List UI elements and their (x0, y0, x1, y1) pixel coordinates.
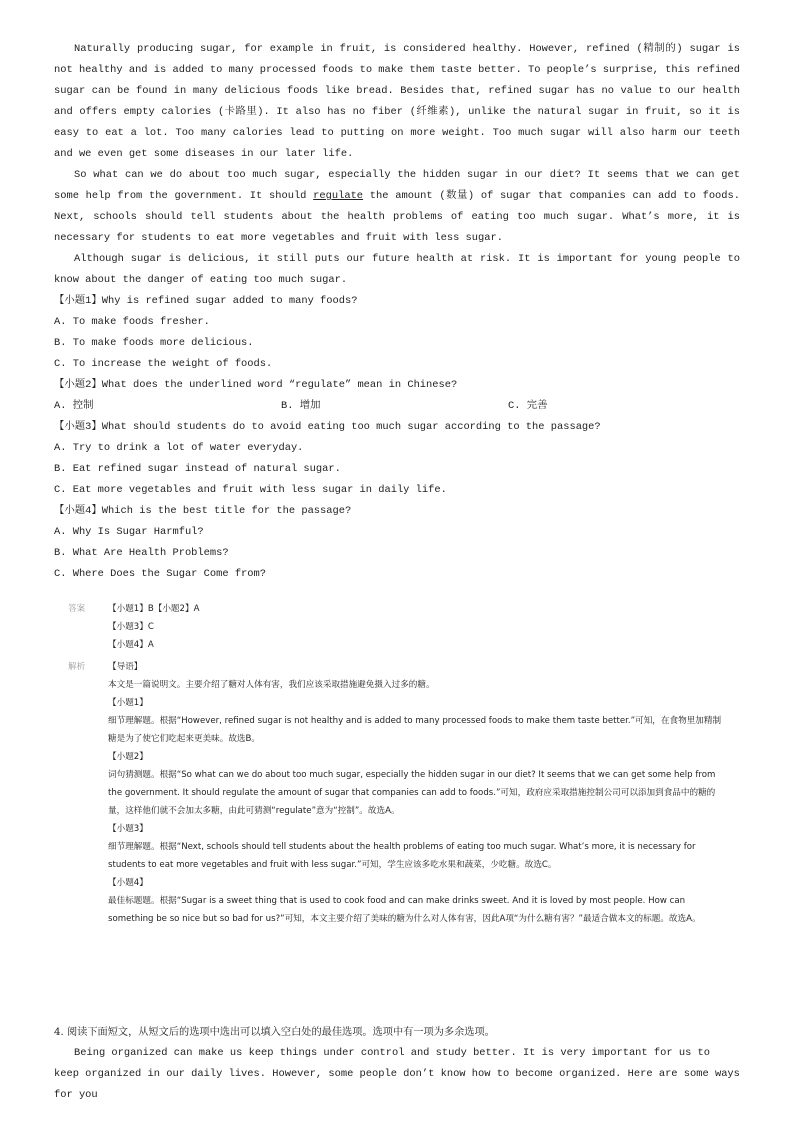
question-4-stem: 【小题4】Which is the best title for the passage? (54, 505, 352, 517)
question-1-option-b: B. To make foods more delicious. (54, 337, 254, 349)
next-question-instruction: 4. 阅读下面短文，从短文后的选项中选出可以填入空白处的最佳选项。选项中有一项为多余选项。 (54, 1027, 495, 1038)
question-2-option-a: A. 控制 (54, 400, 94, 412)
question-3-option-c: C. Eat more vegetables and fruit with less sugar in daily life. (54, 484, 447, 496)
analysis-line-8: 细节理解题。根据“Next, schools should tell students about the health problems of eating too much sugar. What’s more, it is necessary for students to eat more vegetables and fruit with less sugar.”可知，学生应该多吃水果和蔬菜，少吃糖。故选C。 (108, 842, 696, 870)
answer-line-3: 【小题4】A (108, 640, 154, 650)
question-2-options (54, 396, 740, 417)
question-1-option-c: C. To increase the weight of foods. (54, 358, 273, 370)
underlined-word: regulate (313, 190, 364, 202)
question-3-option-b: B. Eat refined sugar instead of natural sugar. (54, 463, 341, 475)
analysis-line-1: 【导语】 (108, 662, 143, 672)
question-1-option-a: A. To make foods fresher. (54, 316, 210, 328)
analysis-label: 解析 (68, 662, 86, 672)
question-3-stem: 【小题3】What should students do to avoid eating too much sugar according to the passage? (54, 421, 601, 433)
analysis-line-5: 【小题2】 (108, 752, 148, 762)
question-3-option-a: A. Try to drink a lot of water everyday. (54, 442, 304, 454)
question-4-option-b: B. What Are Health Problems? (54, 547, 229, 559)
answer-line-2: 【小题3】C (108, 622, 154, 632)
analysis-line-2: 本文是一篇说明文。主要介绍了糖对人体有害，我们应该采取措施避免摄入过多的糖。 (108, 680, 435, 690)
paragraph-2-before: So what can we do about too much sugar, especially the hidden sugar in our diet? It seems that we can get some help from the government. It should (54, 169, 740, 202)
passage-paragraph-2 (54, 165, 740, 249)
passage-paragraph-1: Naturally producing sugar, for example in fruit, is considered healthy. However, refined (精制的) sugar is not healthy and is added to many processed foods to make them taste better. To people’s surprise, this refined sugar can be found in many delicious foods like bread. Besides that, refined sugar has no value to our health and offers empty calories (卡路里). It also has no fiber (纤维素), unlike the natural sugar in fruit, so it is easy to eat a lot. Too many calories lead to putting on more weight. Too much sugar will also harm our teeth and we even get some diseases in our later life. (54, 43, 740, 160)
question-4-option-c: C. Where Does the Sugar Come from? (54, 568, 267, 580)
passage-paragraph-3: Although sugar is delicious, it still puts our future health at risk. It is important for young people to know about the danger of eating too much sugar. (54, 253, 740, 286)
answer-label: 答案 (68, 604, 86, 614)
next-question-text: Being organized can make us keep things under control and study better. It is very important for us to keep organized in our daily lives. However, some people don’t know how to become organized. Here are some ways for you (54, 1047, 740, 1101)
question-2-stem: 【小题2】What does the underlined word “regulate” mean in Chinese? (54, 379, 458, 391)
next-question (54, 1022, 740, 1106)
reading-passage (54, 39, 740, 585)
paragraph-2-after: the amount (数量) of sugar that companies can add to foods. Next, schools should tell students about the health problems of eating too much sugar. What’s more, it is necessary for students to eat more vegetables and fruit with less sugar. (54, 190, 740, 244)
answer-section (68, 600, 728, 654)
analysis-line-3: 【小题1】 (108, 698, 148, 708)
analysis-line-9: 【小题4】 (108, 878, 148, 888)
question-2-option-c: C. 完善 (508, 400, 548, 412)
question-2-option-b: B. 增加 (281, 400, 321, 412)
answer-analysis-block (68, 600, 728, 928)
analysis-line-7: 【小题3】 (108, 824, 148, 834)
analysis-line-10: 最佳标题题。根据“Sugar is a sweet thing that is used to cook food and can make drinks sweet. And it is loved by most people. How can something be so nice but so bad for us?”可知，本文主要介绍了美味的糖为什么对人体有害，因此A项“为什么糖有害？”最适合做本文的标题。故选A。 (108, 896, 701, 924)
analysis-section (68, 658, 728, 928)
question-1-stem: 【小题1】Why is refined sugar added to many foods? (54, 295, 358, 307)
analysis-line-4: 细节理解题。根据“However, refined sugar is not healthy and is added to many processed foods to make them taste better.”可知，在食物里加精制糖是为了使它们吃起来更美味。故选B。 (108, 716, 722, 744)
analysis-line-6: 词句猜测题。根据“So what can we do about too much sugar, especially the hidden sugar in our diet? It seems that we can get some help from the government. It should regulate the amount of sugar that companies can add to foods.”可知，政府应采取措施控制公司可以添加到食品中的糖的量，这样他们就不会加太多糖，由此可猜测“regulate”意为“控制”。故选A。 (108, 770, 716, 816)
answer-line-1: 【小题1】B【小题2】A (108, 604, 200, 614)
question-4-option-a: A. Why Is Sugar Harmful? (54, 526, 204, 538)
